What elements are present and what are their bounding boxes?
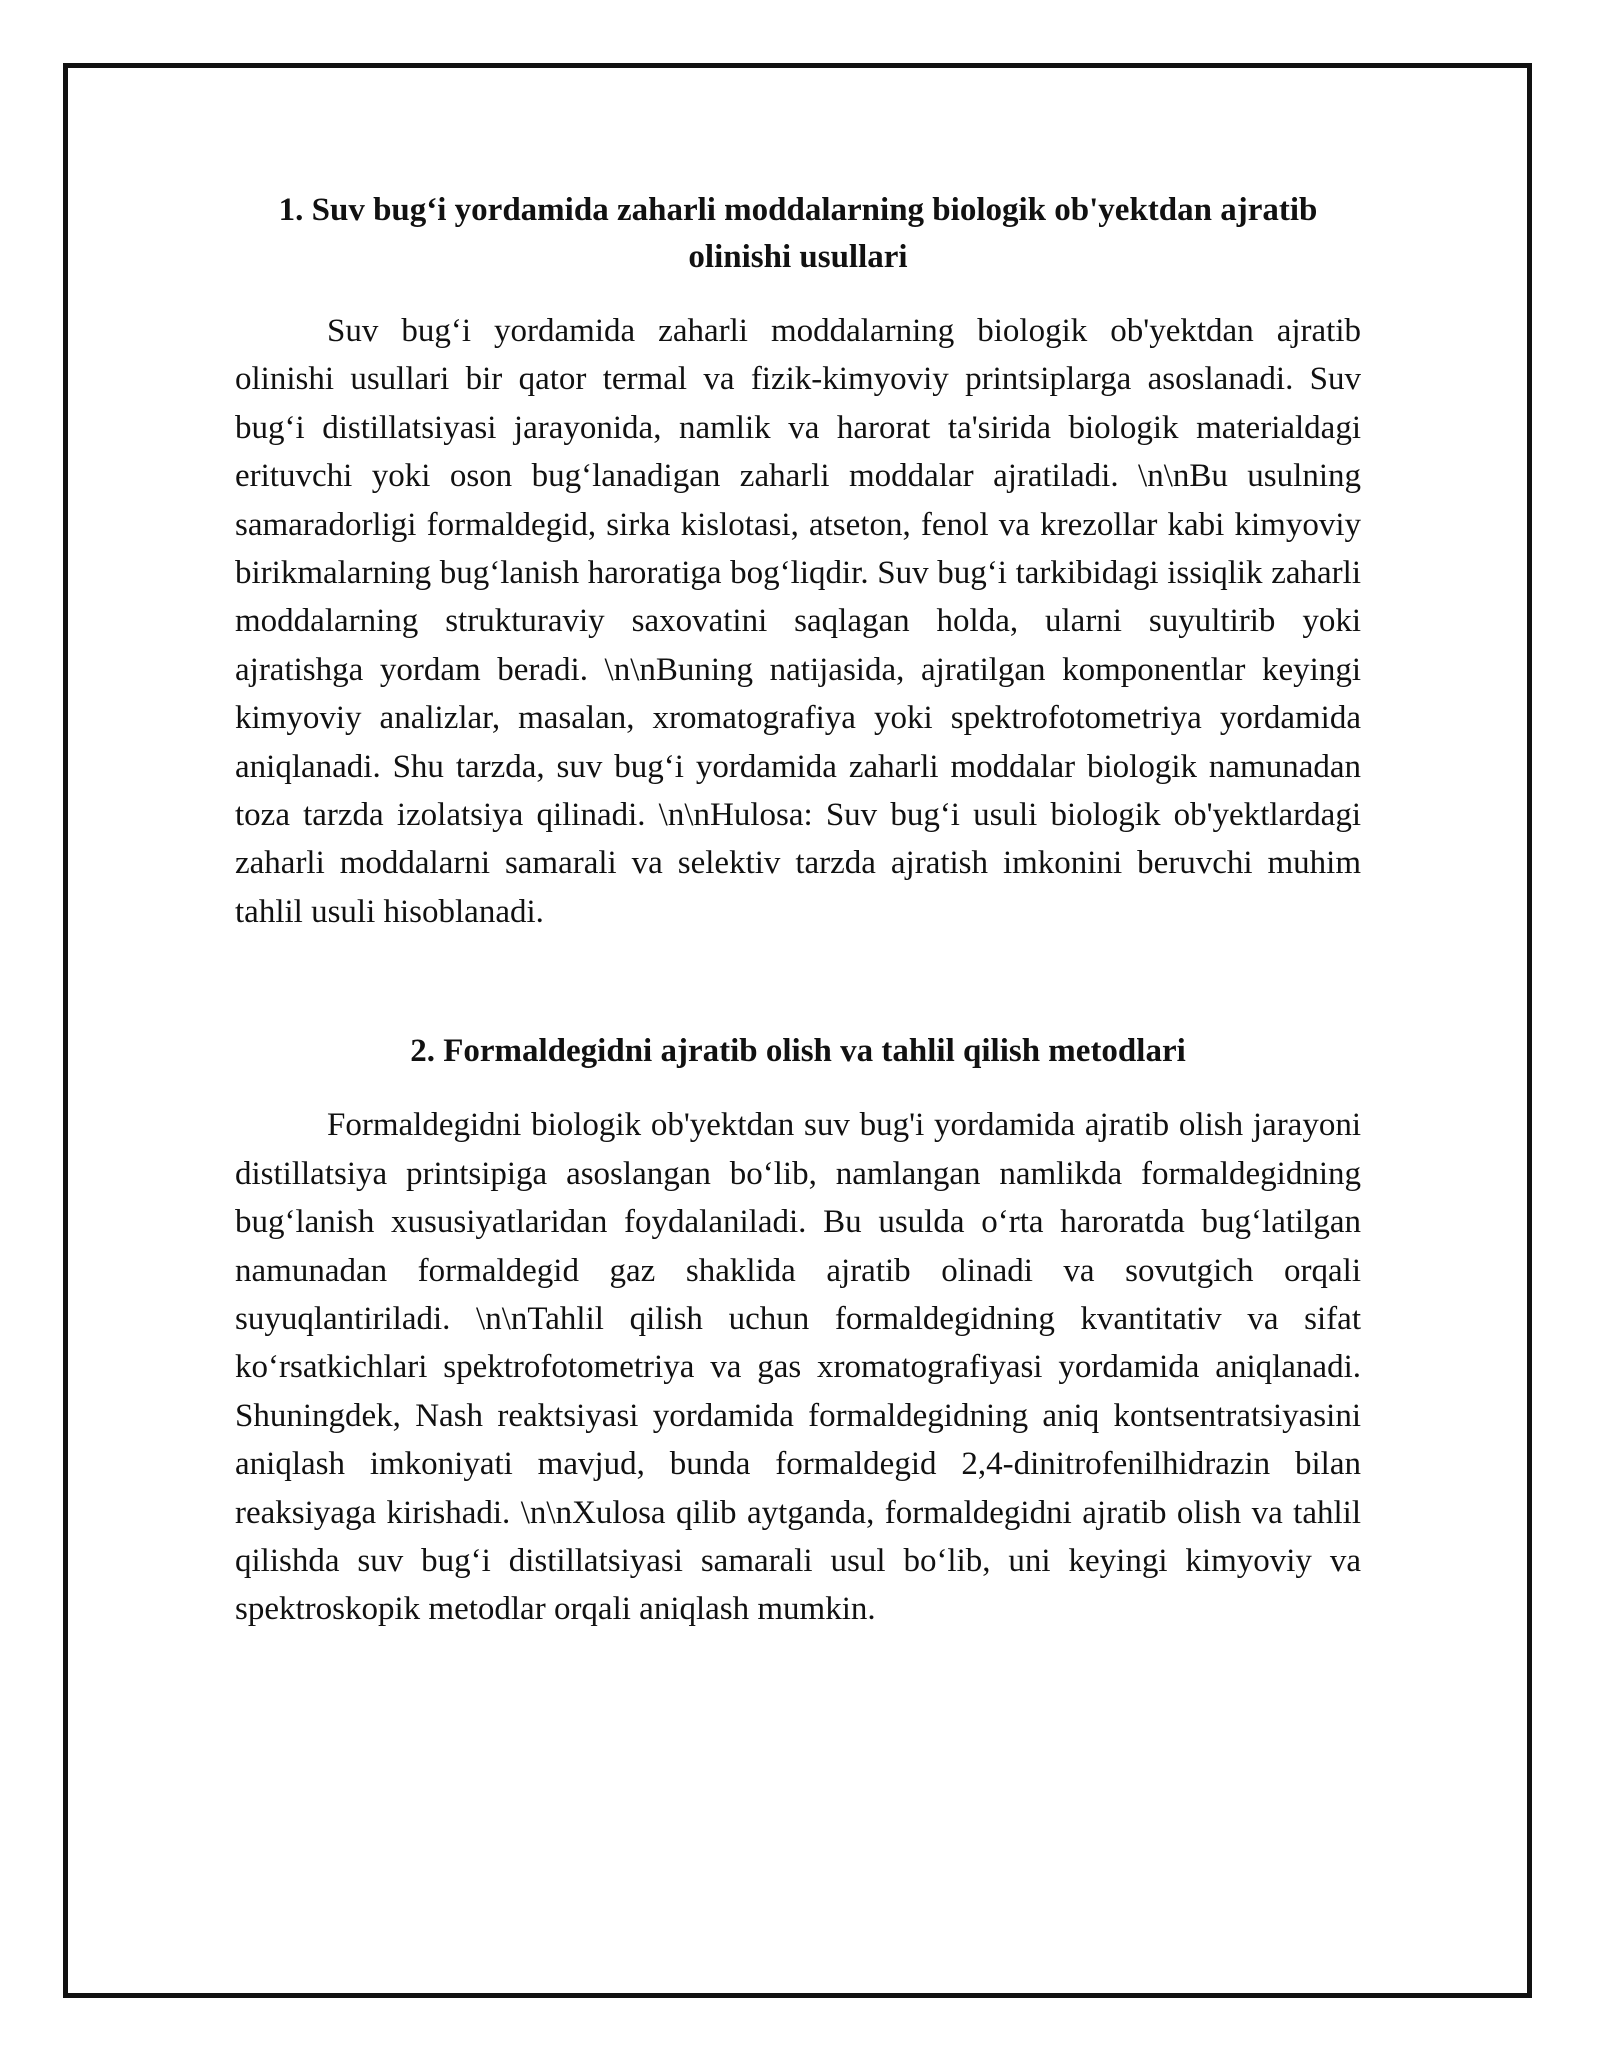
- section-1-body: Suv bug‘i yordamida zaharli moddalarning biologik ob'yektdan ajratib olinishi usullari bir qator termal va fizik-kimyoviy printsiplarga asoslanadi. Suv bug‘i distillatsiyasi jarayonida, namlik va harorat ta'sirida biologik materialdagi erituvchi yoki oson bug‘lanadigan zaharli moddalar ajratiladi. \n\nBu usulning samaradorligi formaldegid, sirka kislotasi, atseton, fenol va krezollar kabi kimyoviy birikmalarning bug‘lanish haroratiga bog‘liqdir. Suv bug‘i tarkibidagi issiqlik zaharli moddalarning strukturaviy saxovatini saqlagan holda, ularni suyultirib yoki ajratishga yordam beradi. \n\nBuning natijasida, ajratilgan komponentlar keyingi kimyoviy analizlar, masalan, xromatografiya yoki spektrofotometriya yordamida aniqlanadi. Shu tarzda, suv bug‘i yordamida zaharli moddalar biologik namunadan toza tarzda izolatsiya qilinadi. \n\nHulosa: Suv bug‘i usuli biologik ob'yektlardagi zaharli moddalarni samarali va selektiv tarzda ajratish imkonini beruvchi muhim tahlil usuli hisoblanadi.: [235, 313, 1361, 930]
- section-1: [235, 187, 1361, 936]
- section-2-body: Formaldegidni biologik ob'yektdan suv bug'i yordamida ajratib olish jarayoni distillatsiya printsipiga asoslangan bo‘lib, namlangan namlikda formaldegidning bug‘lanish xususiyatlaridan foydalaniladi. Bu usulda o‘rta haroratda bug‘latilgan namunadan formaldegid gaz shaklida ajratib olinadi va sovutgich orqali suyuqlantiriladi. \n\nTahlil qilish uchun formaldegidning kvantitativ va sifat ko‘rsatkichlari spektrofotometriya va gas xromatografiyasi yordamida aniqlanadi. Shuningdek, Nash reaktsiyasi yordamida formaldegidning aniq kontsentratsiyasini aniqlash imkoniyati mavjud, bunda formaldegid 2,4-dinitrofenilhidrazin bilan reaksiyaga kirishadi. \n\nXulosa qilib aytganda, formaldegidni ajratib olish va tahlil qilishda suv bug‘i distillatsiyasi samarali usul bo‘lib, uni keyingi kimyoviy va spektroskopik metodlar orqali aniqlash mumkin.: [235, 1107, 1361, 1628]
- section-2: [235, 1028, 1361, 1633]
- section-1-heading: 1. Suv bug‘i yordamida zaharli moddalarning biologik ob'yektdan ajratib olinishi usullari: [278, 192, 1318, 275]
- section-2-heading: 2. Formaldegidni ajratib olish va tahlil qilish metodlari: [410, 1033, 1186, 1070]
- document-content: [235, 187, 1361, 1634]
